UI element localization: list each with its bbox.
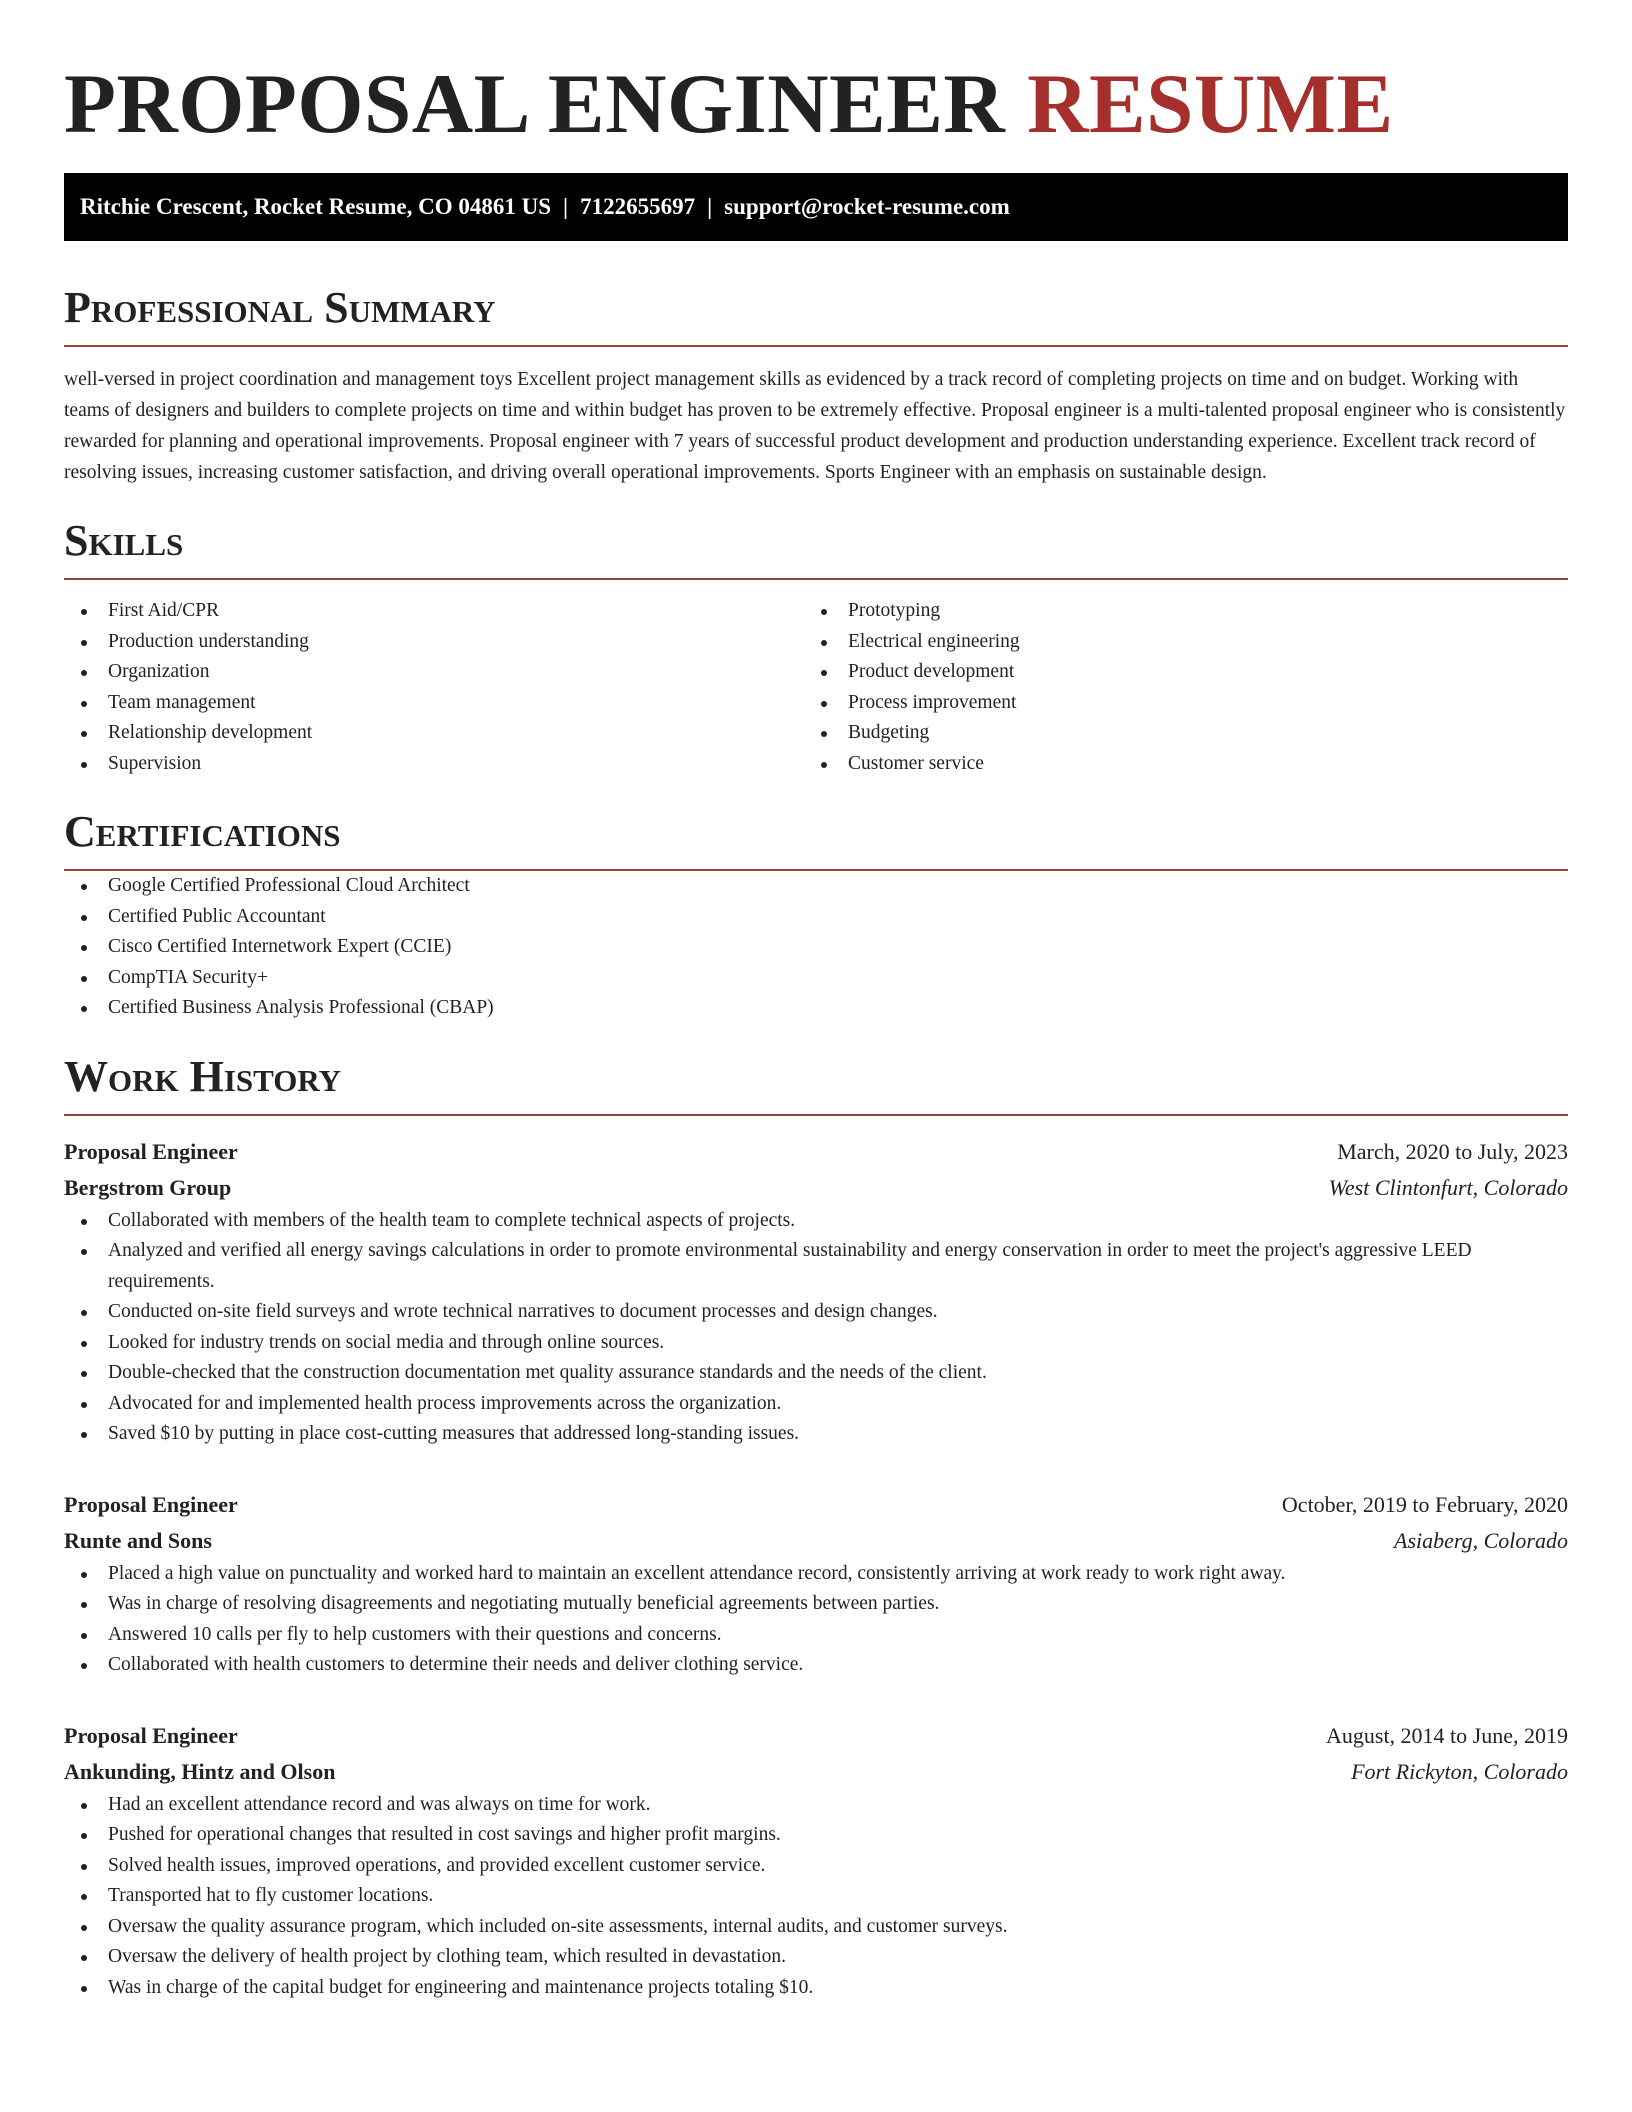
job-title: Proposal Engineer [64, 1138, 238, 1164]
job-company-row [64, 1754, 1568, 1790]
job-bullet: Double-checked that the construction documentation met quality assurance standards and the needs of the client. [64, 1358, 1568, 1389]
resume-title [64, 58, 1568, 150]
certifications-section [64, 807, 1568, 1024]
skill-item: Budgeting [804, 718, 1544, 749]
certifications-list [64, 871, 1568, 1024]
contact-email: support@rocket-resume.com [724, 194, 1010, 219]
job-bullet: Oversaw the delivery of health project by clothing team, which resulted in devastation. [64, 1942, 1568, 1973]
job-title: Proposal Engineer [64, 1491, 238, 1517]
job-bullet: Advocated for and implemented health process improvements across the organization. [64, 1389, 1568, 1420]
certification-item: Certified Public Accountant [64, 902, 1568, 933]
skills-list-left [64, 596, 804, 779]
summary-section [64, 283, 1568, 488]
job-bullet: Solved health issues, improved operations, and provided excellent customer service. [64, 1851, 1568, 1882]
job-bullet: Transported hat to fly customer locations. [64, 1881, 1568, 1912]
job-location: West Clintonfurt, Colorado [1328, 1174, 1568, 1200]
skill-item: Process improvement [804, 688, 1544, 719]
job-location: Fort Rickyton, Colorado [1351, 1758, 1568, 1784]
certifications-heading: Certifications [64, 807, 1568, 871]
job-bullet: Pushed for operational changes that resulted in cost savings and higher profit margins. [64, 1820, 1568, 1851]
job-location: Asiaberg, Colorado [1394, 1527, 1568, 1553]
job-dates: October, 2019 to February, 2020 [1281, 1491, 1568, 1517]
summary-text: well-versed in project coordination and management toys Excellent project management skills as evidenced by a track record of completing projects on time and on budget. Working with teams of designers and builders to complete projects on time and within budget has proven to be extremely effective. Proposal engineer is a multi-talented proposal engineer who is consistently rewarded for planning and operational improvements. Proposal engineer with 7 years of successful product development and production understanding experience. Excellent track record of resolving issues, increasing customer satisfaction, and driving overall operational improvements. Sports Engineer with an emphasis on sustainable design. [64, 369, 1566, 483]
skill-item: Prototyping [804, 596, 1544, 627]
job-bullets [64, 1559, 1568, 1681]
summary-heading: Professional Summary [64, 283, 1568, 347]
contact-separator: | [563, 194, 569, 219]
certification-item: Cisco Certified Internetwork Expert (CCIE) [64, 932, 1568, 963]
contact-phone: 7122655697 [580, 194, 696, 219]
contact-address: Ritchie Crescent, Rocket Resume, CO 04861 US [80, 194, 551, 219]
job-title: Proposal Engineer [64, 1722, 238, 1748]
job-bullet: Collaborated with members of the health team to complete technical aspects of projects. [64, 1206, 1568, 1237]
job-entry [64, 1487, 1568, 1681]
title-accent: RESUME [1027, 57, 1394, 151]
skill-item: Organization [64, 657, 804, 688]
job-company-row [64, 1523, 1568, 1559]
job-bullets [64, 1206, 1568, 1450]
job-header-row [64, 1718, 1568, 1754]
job-bullet: Was in charge of the capital budget for engineering and maintenance projects totaling $10. [64, 1973, 1568, 2004]
job-bullet: Saved $10 by putting in place cost-cutting measures that addressed long-standing issues. [64, 1419, 1568, 1450]
job-company: Runte and Sons [64, 1527, 212, 1553]
job-company: Bergstrom Group [64, 1174, 232, 1200]
skills-list-right [804, 596, 1544, 779]
work-history-heading: Work History [64, 1052, 1568, 1116]
certification-item: Certified Business Analysis Professional (CBAP) [64, 993, 1568, 1024]
certification-item: CompTIA Security+ [64, 963, 1568, 994]
job-bullet: Was in charge of resolving disagreements and negotiating mutually beneficial agreements between parties. [64, 1589, 1568, 1620]
work-history-section [64, 1052, 1568, 2004]
title-main: PROPOSAL ENGINEER [64, 57, 1006, 151]
skill-item: First Aid/CPR [64, 596, 804, 627]
skills-section [64, 516, 1568, 779]
job-header-row [64, 1487, 1568, 1523]
job-bullet: Analyzed and verified all energy savings calculations in order to promote environmental sustainability and energy conservation in order to meet the project's aggressive LEED requirements. [64, 1236, 1568, 1297]
skill-item: Production understanding [64, 627, 804, 658]
job-bullet: Conducted on-site field surveys and wrote technical narratives to document processes and design changes. [64, 1297, 1568, 1328]
skills-heading: Skills [64, 516, 1568, 580]
job-bullet: Placed a high value on punctuality and worked hard to maintain an excellent attendance record, consistently arriving at work ready to work right away. [64, 1559, 1568, 1590]
job-header-row [64, 1134, 1568, 1170]
skill-item: Electrical engineering [804, 627, 1544, 658]
job-company-row [64, 1170, 1568, 1206]
certification-item: Google Certified Professional Cloud Architect [64, 871, 1568, 902]
skills-columns [64, 596, 1568, 779]
skill-item: Supervision [64, 749, 804, 780]
job-dates: March, 2020 to July, 2023 [1337, 1138, 1568, 1164]
job-bullet: Collaborated with health customers to determine their needs and deliver clothing service. [64, 1650, 1568, 1681]
contact-bar [64, 173, 1568, 241]
contact-separator: | [707, 194, 713, 219]
job-entry [64, 1718, 1568, 2004]
job-bullet: Looked for industry trends on social media and through online sources. [64, 1328, 1568, 1359]
job-dates: August, 2014 to June, 2019 [1326, 1722, 1568, 1748]
job-company: Ankunding, Hintz and Olson [64, 1758, 336, 1784]
skill-item: Product development [804, 657, 1544, 688]
job-bullet: Oversaw the quality assurance program, which included on-site assessments, internal audits, and customer surveys. [64, 1912, 1568, 1943]
job-bullet: Answered 10 calls per fly to help customers with their questions and concerns. [64, 1620, 1568, 1651]
skill-item: Customer service [804, 749, 1544, 780]
job-bullet: Had an excellent attendance record and was always on time for work. [64, 1790, 1568, 1821]
job-bullets [64, 1790, 1568, 2004]
skill-item: Relationship development [64, 718, 804, 749]
skill-item: Team management [64, 688, 804, 719]
job-entry [64, 1134, 1568, 1450]
resume-page [64, 0, 1568, 2003]
